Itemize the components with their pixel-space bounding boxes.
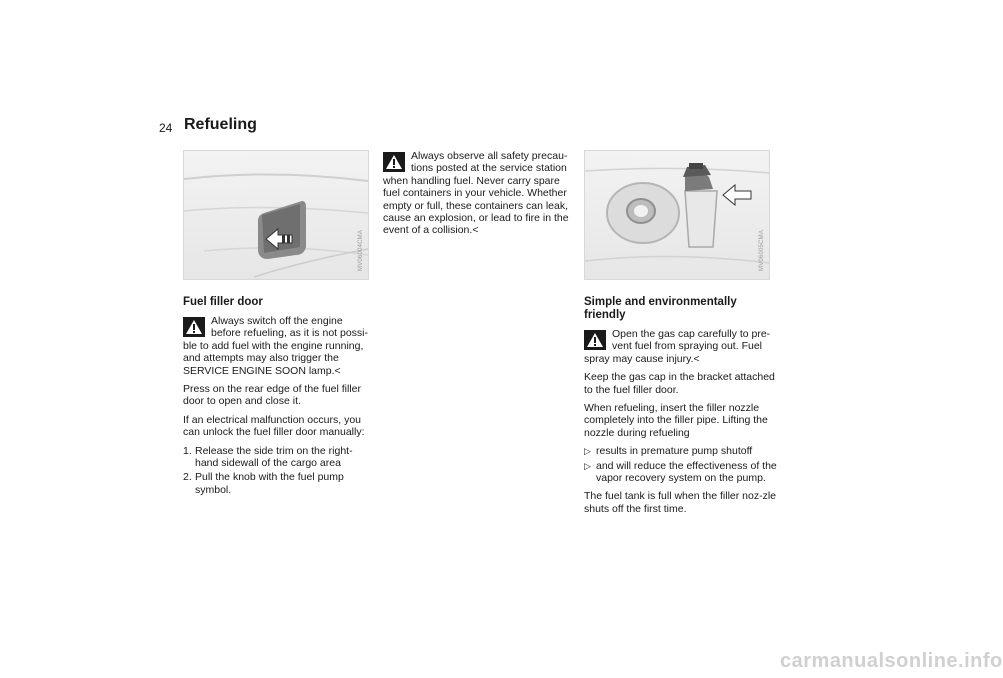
- simple-environmentally-friendly-heading: Simple and environmentally friendly: [584, 296, 737, 321]
- warning-icon: [584, 330, 606, 350]
- step-number: 1.: [183, 444, 192, 457]
- paragraph: Keep the gas cap in the bracket attached to the fuel filler door.: [584, 371, 775, 396]
- warning-icon: [383, 152, 405, 172]
- list-item: [183, 445, 373, 470]
- bullet-text: results in premature pump shutoff: [596, 445, 753, 458]
- paragraph: When refueling, insert the filler nozzle completely into the filler pipe. Lifting the nozzle during refueling: [584, 402, 768, 439]
- step-text: Pull the knob with the fuel pump symbol.: [195, 471, 344, 496]
- end-mark: <: [472, 224, 479, 237]
- warning-text: Always observe all safety precau-tions posted at the service station when handling fuel. Never carry spare fuel containers in your vehicle. Whether empty or full, these containers can leak, cause an explosion, or lead to fire in the event of a collision.: [383, 150, 569, 237]
- warning-block: [584, 328, 778, 365]
- step-text: Release the side trim on the right-hand sidewall of the cargo area: [195, 444, 353, 470]
- gas-cap-figure: [584, 150, 770, 280]
- fuel-filler-door-heading: Fuel filler door: [183, 296, 263, 308]
- end-mark: <: [693, 352, 700, 365]
- paragraph: Press on the rear edge of the fuel filler door to open and close it.: [183, 383, 362, 408]
- fuel-filler-door-illustration: [184, 151, 368, 279]
- bullet-list: [584, 445, 778, 484]
- list-item: [584, 445, 778, 457]
- paragraph: The fuel tank is full when the filler noz-zle shuts off the first time.: [584, 490, 777, 515]
- watermark-logo: carmanualsonline.info: [780, 650, 1003, 672]
- list-item: [584, 460, 778, 485]
- warning-text: Always switch off the engine before refueling, as it is not possi-ble to add fuel with the engine running, and attempts may also trigger the SERVICE ENGINE SOON lamp.: [183, 315, 368, 377]
- steps-list: [183, 445, 373, 497]
- left-column: [183, 296, 373, 502]
- bullet-arrow-icon: ▷: [584, 460, 591, 471]
- warning-block: [383, 150, 575, 237]
- warning-text: Open the gas cap carefully to pre-vent fuel from spraying out. Fuel spray may cause injury.: [584, 328, 771, 365]
- middle-column: [383, 150, 575, 243]
- fuel-filler-door-figure: [183, 150, 369, 280]
- figure-code: MV06005CMA: [759, 229, 765, 271]
- page-title: Refueling: [184, 116, 257, 133]
- warning-icon: [183, 317, 205, 337]
- page-number: 24: [159, 121, 173, 135]
- bullet-text: and will reduce the effectiveness of the vapor recovery system on the pump.: [596, 459, 777, 485]
- warning-block: [183, 315, 373, 377]
- bullet-arrow-icon: ▷: [584, 446, 591, 457]
- right-column: [584, 296, 778, 521]
- end-mark: <: [334, 364, 341, 377]
- list-item: [183, 471, 373, 496]
- step-number: 2.: [183, 471, 192, 484]
- gas-cap-bracket-illustration: [585, 151, 769, 279]
- figure-code: MV06004CMA: [358, 229, 364, 271]
- paragraph: If an electrical malfunction occurs, you can unlock the fuel filler door manually:: [183, 413, 365, 439]
